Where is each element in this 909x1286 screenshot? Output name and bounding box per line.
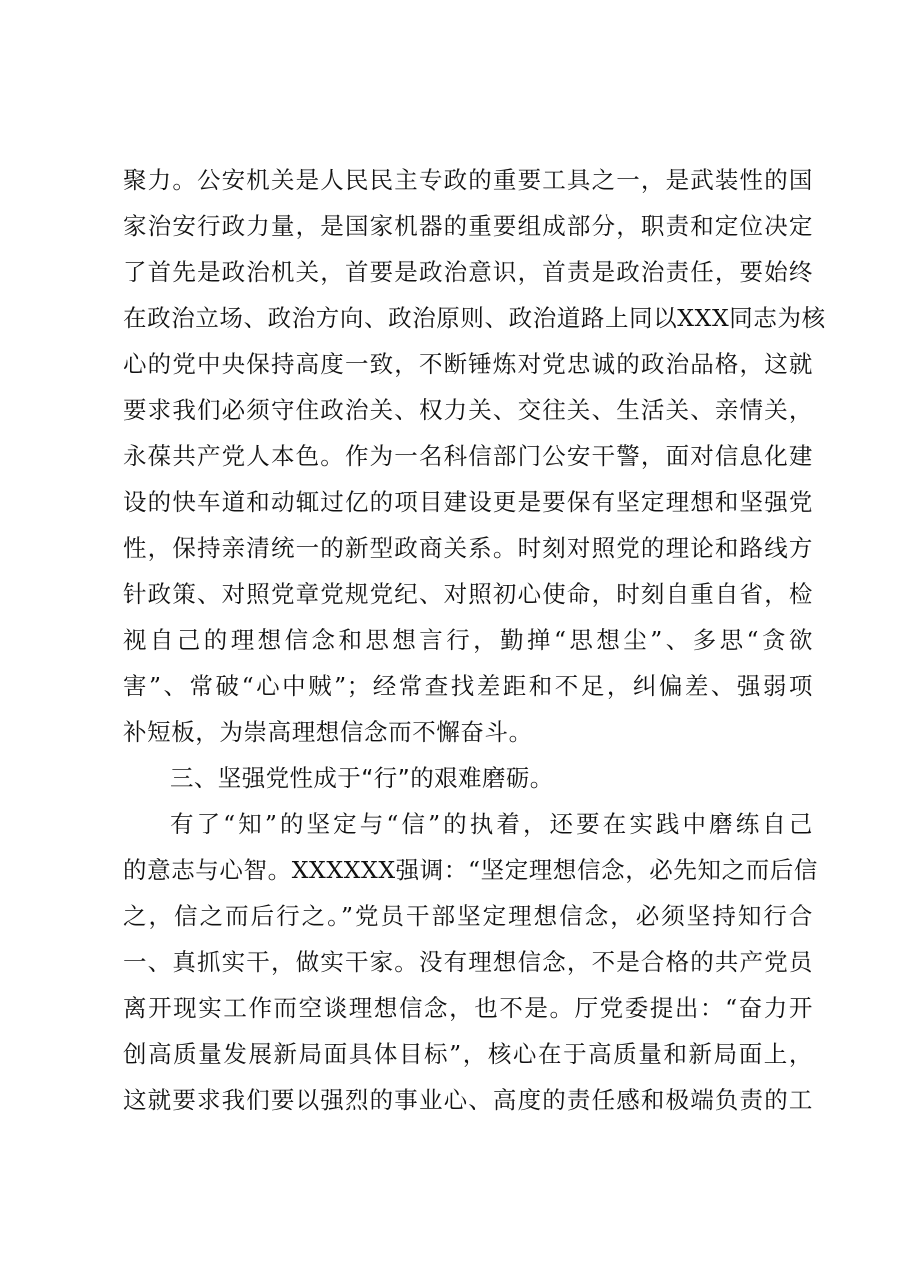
text-line: 家治安行政力量，是国家机器的重要组成部分，职责和定位决定 [123,212,813,240]
text-line: 设的快车道和动辄过亿的项目建设更是要保有坚定理想和坚强党 [123,488,813,516]
text-line: 视自己的理想信念和思想言行，勤掸“思想尘”、多思“贪欲 [123,626,813,654]
text-line: 之，信之而后行之。”党员干部坚定理想信念，必须坚持知行合 [123,902,813,930]
text-line: 性，保持亲清统一的新型政商关系。时刻对照党的理论和路线方 [123,534,813,562]
text-line: 有了“知”的坚定与“信”的执着，还要在实践中磨练自己 [170,810,813,838]
text-line: 这就要求我们要以强烈的事业心、高度的责任感和极端负责的工 [123,1086,813,1114]
text-line: 创高质量发展新局面具体目标”，核心在于高质量和新局面上， [123,1040,813,1068]
text-line: 害”、常破“心中贼”；经常查找差距和不足，纠偏差、强弱项 [123,672,813,700]
text-line: 聚力。公安机关是人民民主专政的重要工具之一，是武装性的国 [123,166,813,194]
text-line: 补短板，为崇高理想信念而不懈奋斗。 [123,718,533,746]
text-line: 要求我们必须守住政治关、权力关、交往关、生活关、亲情关， [123,396,813,424]
section-heading: 三、坚强党性成于“行”的艰难磨砺。 [170,764,554,792]
text-line: 的意志与心智。XXXXXX强调：“坚定理想信念，必先知之而后信 [123,856,818,884]
text-line: 离开现实工作而空谈理想信念，也不是。厅党委提出：“奋力开 [123,994,813,1022]
text-line: 心的党中央保持高度一致，不断锤炼对党忠诚的政治品格，这就 [123,350,813,378]
text-line: 在政治立场、政治方向、政治原则、政治道路上同以XXX同志为核 [123,304,826,332]
text-line: 针政策、对照党章党规党纪、对照初心使命，时刻自重自省，检 [123,580,813,608]
text-line: 永葆共产党人本色。作为一名科信部门公安干警，面对信息化建 [123,442,813,470]
text-line: 了首先是政治机关，首要是政治意识，首责是政治责任，要始终 [123,258,813,286]
text-line: 一、真抓实干，做实干家。没有理想信念，不是合格的共产党员 [123,948,813,976]
